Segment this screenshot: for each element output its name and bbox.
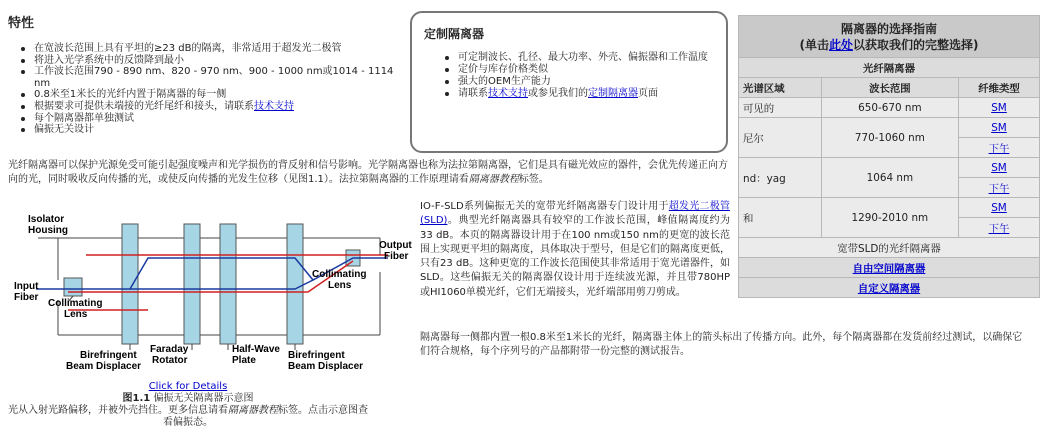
features-section: [8, 12, 408, 136]
label-faraday: Faraday: [150, 344, 189, 355]
caption-title: 偏振无关隔离器示意图: [153, 393, 254, 404]
beam-displacer-right: [287, 224, 303, 344]
feature-text: 根据要求可提供未端接的光纤尾纤和接头，请联系: [34, 100, 254, 112]
description-paragraph: [420, 200, 730, 300]
custom-row: [739, 278, 1040, 298]
label-coll-left: Lens: [64, 309, 88, 320]
intro-paragraph: [8, 159, 732, 187]
fiber-link[interactable]: SM: [991, 161, 1007, 174]
label-hwp: Half-Wave: [232, 344, 280, 355]
figure-caption: [8, 381, 368, 429]
free-space-link[interactable]: 自由空间隔离器: [852, 263, 926, 275]
custom-isolator-link[interactable]: 定制隔离器: [588, 88, 638, 99]
fiber-cell: [958, 138, 1039, 158]
tech-support-link[interactable]: 技术支持: [488, 88, 528, 99]
features-list: [8, 43, 408, 136]
caption-text: 光从入射光路偏移，并被外壳挡住。更多信息请看: [8, 405, 228, 416]
caption-text: 标签。点击示意图查看偏振态。: [163, 405, 368, 428]
col-fiber: 纤维类型: [958, 78, 1039, 98]
label-bd-left: Beam Displacer: [66, 361, 142, 372]
tech-support-link[interactable]: 技术支持: [254, 100, 294, 112]
custom-item: [458, 88, 714, 100]
label-faraday: Rotator: [152, 355, 188, 366]
feature-item: 工作波长范围790 - 890 nm、820 - 970 nm、900 - 1000 nm或1014 - 1114 nm: [34, 66, 408, 89]
custom-text: 或参见我们的: [528, 88, 588, 99]
label-output: Fiber: [384, 251, 409, 262]
isolator-figure[interactable]: [8, 210, 412, 437]
desc-text: IO-F-SLD系列偏振无关的宽带光纤隔离器专门设计用于: [420, 201, 669, 212]
range-cell: 650-670 nm: [821, 98, 958, 118]
region-cell: 尼尔: [739, 118, 822, 158]
desc-text: 。典型光纤隔离器具有较窄的工作波长范围，峰值隔离度约为33 dB。本页的隔离器设计用于在100 nm或150 nm的更宽的波长范围上实现更平坦的隔离度，具体取决于型号，但是它们的隔离度更低，只有23 dB。这种更宽的工作波长范围使其非常适用于宽光谱器件，如SLD。这些偏振无关的隔离器仅设计用于连续波光源，并且带780HP或HI1060单模光纤，它们无端接头，光纤端部用剪刀剪成。: [420, 215, 730, 298]
fiber-link[interactable]: 下午: [988, 183, 1010, 195]
feature-item: 每个隔离器都单独测试: [34, 113, 408, 125]
fiber-link[interactable]: SM: [991, 201, 1007, 214]
fiber-cell: [958, 198, 1039, 218]
guide-subtitle: 以获取我们的完整选择): [853, 37, 979, 52]
note-paragraph: 隔离器每一侧都内置一根0.8米至1米长的光纤，隔离器主体上的箭头标出了传播方向。此外，每个隔离器都在发货前经过测试，以确保它们符合规格，每个序列号的产品都附带一份完整的测试报告。: [420, 332, 1023, 357]
custom-isolator-box: [410, 11, 728, 153]
feature-item: 将进入光学系统中的反馈降到最小: [34, 55, 408, 67]
range-cell: 1290-2010 nm: [821, 198, 958, 238]
fiber-link[interactable]: SM: [991, 101, 1007, 114]
custom-item: 可定制波长、孔径、最大功率、外壳、偏振器和工作温度: [458, 52, 714, 64]
label-input: Input: [14, 281, 39, 292]
half-wave-plate: [220, 224, 236, 344]
fiber-cell: [958, 218, 1039, 238]
free-space-row: [739, 258, 1040, 278]
custom-item: 强大的OEM生产能力: [458, 76, 714, 88]
label-output: Output: [379, 240, 412, 251]
range-cell: 1064 nm: [821, 158, 958, 198]
fiber-cell: [958, 178, 1039, 198]
full-selection-link[interactable]: 此处: [828, 37, 853, 52]
feature-item: [34, 101, 408, 113]
region-cell: 可见的: [739, 98, 822, 118]
features-title: 特性: [8, 16, 35, 31]
caption-italic: 隔离器教程: [228, 405, 278, 416]
custom-text: 页面: [638, 88, 658, 99]
intro-italic: 隔离器教程: [468, 174, 519, 185]
feature-item: 0.8米至1米长的光纤内置于隔离器的每一侧: [34, 89, 408, 101]
fiber-link[interactable]: 下午: [988, 223, 1010, 235]
feature-item: 在宽波长范围上具有平坦的≥23 dB的隔离，非常适用于超发光二极管: [34, 43, 408, 55]
col-region: 光谱区域: [739, 78, 822, 98]
intro-text: 光纤隔离器可以保护光源免受可能引起强度噪声和光学损伤的背反射和信号影响。光学隔离器也称为法拉第隔离器，它们是具有磁光效应的器件，会优先传递正向方向的光，同时吸收反向传播的光，或使反向传播的光发生位移（见图1.1）。法拉第隔离器的工作原理请看: [8, 160, 728, 185]
region-cell: nd：yag: [739, 158, 822, 198]
fiber-isolator-subheader: 光纤隔离器: [739, 58, 1040, 78]
isolator-diagram[interactable]: [8, 210, 412, 380]
label-coll-left: Collimating: [48, 298, 103, 309]
sld-link[interactable]: 超发光二极管(SLD): [420, 201, 731, 227]
guide-subtitle: (单击: [799, 37, 829, 52]
custom-isolator-link[interactable]: 自定义隔离器: [857, 283, 921, 295]
fiber-link[interactable]: SM: [991, 121, 1007, 134]
fiber-cell: [958, 118, 1039, 138]
guide-header: [739, 16, 1040, 58]
intro-text: 标签。: [518, 174, 549, 185]
selection-guide-table: [738, 15, 1040, 298]
label-bd-left: Birefringent: [80, 350, 137, 361]
click-for-details-link[interactable]: Click for Details: [148, 381, 228, 392]
region-cell: 和: [739, 198, 822, 238]
fiber-cell: [958, 158, 1039, 178]
custom-item: 定价与库存价格类似: [458, 64, 714, 76]
range-cell: 770-1060 nm: [821, 118, 958, 158]
guide-title: 隔离器的选择指南: [840, 21, 937, 36]
caption-number: 图1.1: [122, 393, 151, 404]
label-bd-right: Birefringent: [288, 350, 345, 361]
label-bd-right: Beam Displacer: [288, 361, 364, 372]
beam-displacer-left: [122, 224, 138, 344]
label-housing: Housing: [28, 225, 68, 236]
custom-list: [424, 52, 714, 100]
broadband-row: 宽带SLD的光纤隔离器: [739, 238, 1040, 258]
feature-item: 偏振无关设计: [34, 124, 408, 136]
faraday-rotator: [184, 224, 200, 344]
label-input: Fiber: [14, 292, 39, 303]
custom-title: 定制隔离器: [424, 27, 485, 41]
fiber-cell: [958, 98, 1039, 118]
label-coll-right: Collimating: [312, 269, 367, 280]
collimating-lens-left: [64, 278, 82, 296]
label-housing: Isolator: [28, 214, 65, 225]
fiber-link[interactable]: 下午: [988, 143, 1010, 155]
custom-text: 请联系: [458, 88, 488, 99]
col-range: 波长范围: [821, 78, 958, 98]
label-coll-right: Lens: [328, 280, 352, 291]
label-hwp: Plate: [232, 355, 256, 366]
